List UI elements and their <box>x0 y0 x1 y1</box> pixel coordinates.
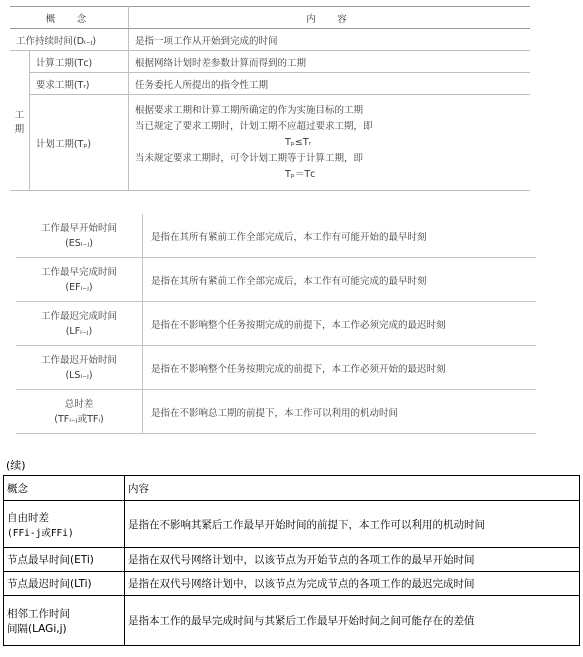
concept-cell <box>4 501 125 548</box>
content-cell: 是指在其所有紧前工作全部完成后，本工作有可能完成的最早时刻 <box>143 258 537 302</box>
concept-name: 工作最迟开始时间 <box>40 354 117 366</box>
table-row <box>16 302 536 346</box>
concept-cell: 节点最迟时间(LTi) <box>4 572 125 596</box>
concept-cell <box>16 258 143 302</box>
concept-cell <box>4 596 125 646</box>
content-cell <box>129 95 531 191</box>
content-cell: 任务委托人所提出的指令性工期 <box>129 73 531 95</box>
concept-name: 工作最早完成时间 <box>40 266 117 278</box>
table-row <box>4 572 580 596</box>
content-cell: 是指本工作的最早完成时间与其紧后工作最早开始时间之间可能存在的差值 <box>125 596 580 646</box>
header-content: 内 容 <box>129 7 531 29</box>
concept-symbol: (TFᵢ₋ⱼ或TFᵢ) <box>54 413 104 425</box>
header-concept: 概念 <box>4 476 125 501</box>
formula-line: Tₚ≤Tᵣ <box>285 136 312 148</box>
content-cell: 是指在双代号网络计划中，以该节点为完成节点的各项工作的最迟完成时间 <box>125 572 580 596</box>
concept-symbol: (EFᵢ₋ⱼ) <box>65 281 93 293</box>
content-cell: 是指一项工作从开始到完成的时间 <box>129 29 531 51</box>
concept-cell <box>16 214 143 258</box>
concept-cell <box>16 390 143 434</box>
formula-line: Tₚ＝Tᴄ <box>285 168 316 180</box>
content-cell: 根据网络计划时差参数计算而得到的工期 <box>129 51 531 73</box>
concept-cell: 工作持续时间(Dᵢ₋ⱼ) <box>10 29 129 51</box>
concept-cell: 计算工期(Tᴄ) <box>29 51 128 73</box>
content-line: 当未规定要求工期时，可令计划工期等于计算工期，即 <box>135 152 364 164</box>
content-line: 当已规定了要求工期时，计划工期不应超过要求工期，即 <box>135 120 373 132</box>
concept-symbol: (FFi-j或FFi) <box>7 527 74 539</box>
concept-symbol: (LSᵢ₋ⱼ) <box>65 369 93 381</box>
concept-cell <box>16 346 143 390</box>
concept-cell: 节点最早时间(ETi) <box>4 548 125 572</box>
definitions-table-upper <box>10 6 530 191</box>
content-cell: 是指在不影响整个任务按期完成的前提下，本工作必须完成的最迟时刻 <box>143 302 537 346</box>
table-row <box>10 95 530 191</box>
content-cell: 是指在其所有紧前工作全部完成后，本工作有可能开始的最早时刻 <box>143 214 537 258</box>
concept-name: 相邻工作时间 <box>7 607 70 620</box>
table-row <box>4 548 580 572</box>
table-row <box>4 501 580 548</box>
concept-cell: 要求工期(Tᵣ) <box>29 73 128 95</box>
concept-name: 总时差 <box>64 398 94 410</box>
header-content: 内容 <box>125 476 580 501</box>
content-cell: 是指在不影响总工期的前提下，本工作可以利用的机动时间 <box>143 390 537 434</box>
table-row <box>16 258 536 302</box>
table-header-row <box>4 476 580 501</box>
content-cell: 是指在不影响其紧后工作最早开始时间的前提下，本工作可以利用的机动时间 <box>125 501 580 548</box>
table-row <box>10 73 530 95</box>
concept-symbol: 间隔(LAGi,j) <box>7 622 67 635</box>
table-row <box>16 390 536 434</box>
definitions-table-middle <box>16 214 536 434</box>
concept-symbol: (LFᵢ₋ⱼ) <box>65 325 93 337</box>
table-row <box>16 346 536 390</box>
table-row <box>16 214 536 258</box>
definitions-table-continued <box>3 475 580 646</box>
concept-cell: 计划工期(Tₚ) <box>29 95 128 191</box>
concept-cell <box>16 302 143 346</box>
concept-name: 自由时差 <box>7 511 49 524</box>
concept-symbol: (ESᵢ₋ⱼ) <box>65 237 93 249</box>
content-cell: 是指在不影响整个任务按期完成的前提下，本工作必须开始的最迟时刻 <box>143 346 537 390</box>
concept-name: 工作最早开始时间 <box>40 222 117 234</box>
continued-label: (续) <box>6 459 26 472</box>
table-row <box>10 29 530 51</box>
content-cell: 是指在双代号网络计划中，以该节点为开始节点的各项工作的最早开始时间 <box>125 548 580 572</box>
table-row <box>10 51 530 73</box>
period-group-label: 工期 <box>10 51 29 191</box>
table-header-row <box>10 7 530 29</box>
header-concept: 概 念 <box>10 7 129 29</box>
content-line: 根据要求工期和计算工期所确定的作为实施目标的工期 <box>135 104 364 116</box>
concept-name: 工作最迟完成时间 <box>40 310 117 322</box>
table-row <box>4 596 580 646</box>
